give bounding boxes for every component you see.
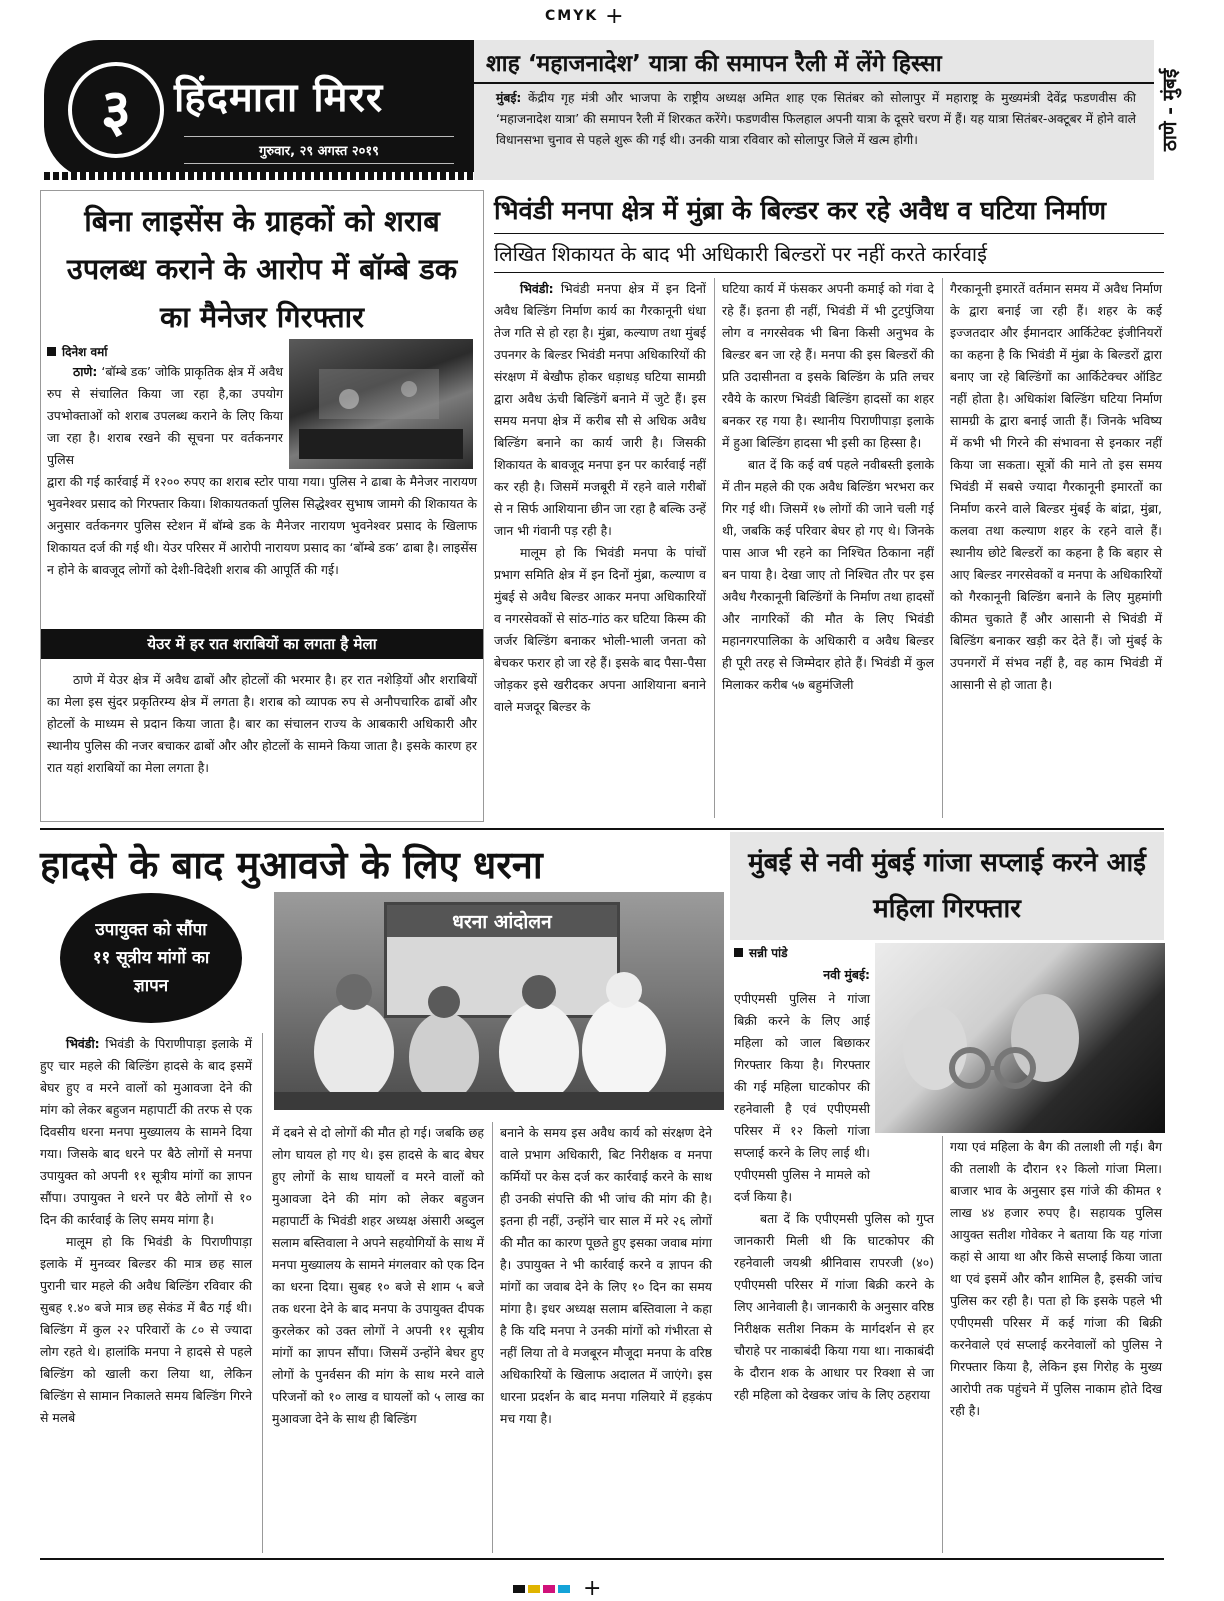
ganja-col-divider [942, 1136, 943, 1553]
story-bombay-duck-text-c: ठाणे में येउर क्षेत्र में अवैध ढाबों और होटलों की भरमार है। हर रात नशेड़ियों और शराबियों का मेला इस सुंदर प्रकृतिरम्य क्षेत्र में लगता है। शराब को व्यापक रुप से अनौपचारिक ढाबों और होटलों के माध्यम से प्रदान किया जाता है। बार का संचालन राज्य के आबकारी अधिकारी और स्थानीय पुलिस की नजर बचाकर ढाबों और और होटलों के सामने किया जाता है। इसके कारण हर रात यहां शराबियों का मेला लगता है। [47, 672, 477, 775]
story-bombay-duck-byline [47, 343, 107, 360]
date-box [184, 136, 454, 164]
story-bhiwandi-subheadline: लिखित शिकायत के बाद भी अधिकारी बिल्डरों पर नहीं करते कार्रवाई [494, 242, 987, 266]
bhiwandi-rule-top [494, 233, 1164, 234]
story-bombay-duck-headline: बिना लाइसेंस के ग्राहकों को शराब उपलब्ध कराने के आरोप में बॉम्बे डक का मैनेजर गिरफ्तार [66, 204, 458, 334]
story-dharna-headline: हादसे के बाद मुआवजे के लिए धरना [40, 843, 543, 887]
byline-square-icon [47, 347, 56, 356]
story-ganja-col1-top [734, 964, 870, 986]
story-dharna-col2 [272, 1122, 484, 1430]
cmyk-text: CMYK [545, 8, 599, 24]
story-ganja-col2-text: गया एवं महिला के बैग की तलाशी ली गई। बैग की तलाशी के दौरान १२ किलो गांजा मिला। बाजार भाव के अनुसार इस गांजे की कीमत १ लाख ४४ हजार रुपए है। सहायक पुलिस आयुक्त सतीश गोवेकर ने बताया कि यह गांजा कहां से आया था और किसे सप्लाई किया जाता था एवं इसमें और कौन शामिल है, इसकी जांच पुलिस कर रही है। पता हो कि इसके पहले भी एपीएमसी परिसर में कई गांजा की बिक्री करनेवाले एवं सप्लाई करनेवालों को पुलिस ने गिरफ्तार किया है, लेकिन इस गिरोह के मुख्य आरोपी तक पहुंचने में पुलिस नाकाम होते दिख रही है। [950, 1139, 1162, 1418]
masthead-dotted-edge [44, 172, 474, 180]
dharna-col-divider-1 [262, 1033, 263, 1553]
story-shah-dateline: मुंबई: [496, 91, 522, 105]
dhaba-night-image [289, 339, 473, 469]
story-ganja-headline: मुंबई से नवी मुंबई गांजा सप्लाई करने आई महिला गिरफ्तार [748, 848, 1146, 924]
cmyk-mark [545, 4, 626, 29]
byline-name: दिनेश वर्मा [62, 345, 108, 359]
story-ganja-byline [734, 944, 788, 961]
masthead [44, 40, 474, 180]
paper-name: हिंदमाता मिरर [174, 75, 384, 121]
story-bhiwandi-col2 [722, 278, 934, 696]
bombay-duck-photo [289, 339, 473, 469]
color-swatch-cyan [558, 1585, 570, 1593]
bhiwandi-col-divider-2 [942, 278, 943, 818]
story-bhiwandi-col3 [950, 278, 1162, 696]
story-dharna-col2-text: में दबने से दो लोगों की मौत हो गई। जबकि छह लोग घायल हो गए थे। इस हादसे के बाद बेघर हुए लोगों के साथ घायलों व मरने वालों को मुआवजा देने की मांग को लेकर बहुजन महापार्टी के भिवंडी शहर अध्यक्ष अंसारी अब्दुल सलाम बस्तिवाला ने अपने सहयोगियों के साथ में मनपा मुख्यालय के सामने मंगलवार को एक दिन का धरना दिया। सुबह १० बजे से शाम ५ बजे तक धरना देने के बाद मनपा के उपायुक्त दीपक कुरलेकर को उक्त लोगों ने अपनी ११ सूत्रीय मांगों का ज्ञापन सौंपा। जिसमें उन्होंने बेघर हुए लोगों के पुनर्वसन की मांग के साथ मरने वाले परिजनों को १० लाख व घायलों को ५ लाख का मुआवजा देने के साथ ही बिल्डिंग [272, 1125, 484, 1426]
byline-square-icon [734, 948, 743, 957]
story-bombay-duck [40, 190, 484, 822]
dharna-callout [60, 893, 242, 1023]
story-shah-text: केंद्रीय गृह मंत्री और भाजपा के राष्ट्रीय अध्यक्ष अमित शाह एक सितंबर को सोलापुर में महाराष्ट्र के मुख्यमंत्री देवेंद्र फडणवीस की ‘महाजनादेश यात्रा’ की समापन रैली में शिरकत करेंगे। फडणवीस फिलहाल अपनी यात्रा के दूसरे चरण में हैं। यह यात्रा सितंबर-अक्टूबर में होने वाले विधानसभा चुनाव से पहले शुरू की गई थी। उनकी यात्रा रविवार को सोलापुर जिले में खत्म होगी। [496, 91, 1136, 147]
story-dharna-dateline: भिवंडी: [66, 1036, 100, 1051]
story-bhiwandi-col1 [494, 278, 706, 718]
story-bombay-duck-subhead-bar [41, 629, 483, 659]
story-bhiwandi-col1-p2: मालूम हो कि भिवंडी मनपा के पांचों प्रभाग समिति क्षेत्र में इन दिनों मुंब्रा, कल्याण व मुंबई से अवैध बिल्डर आकर मनपा अधिकारियों व नगरसेवकों से सांठ-गांठ कर घटिया किस्म की जर्जर बिल्डिंग बनाकर भोली-भाली जनता को बेचकर फरार हो जा रहे हैं। इसके बाद पैसा-पैसा जोड़कर इसे खरीदकर अपना आशियाना बनाने वाले मजदूर बिल्डर के [494, 545, 706, 714]
bhiwandi-col-divider-1 [714, 278, 715, 818]
page-number-badge [68, 62, 164, 158]
issue-date: गुरुवार, २९ अगस्त २०१९ [259, 144, 379, 159]
story-bhiwandi-col2-p1: घटिया कार्य में फंसकर अपनी कमाई को गंवा दे रहे हैं। इतना ही नहीं, भिवंडी में भी टुटपुंजिया लोग व नगरसेवक भी बिना किसी अनुभव के बिल्डर बन जा रहे हैं। मनपा की इस बिल्डरों की प्रति उदासीनता व इसके बिल्डिंग के प्रति लचर रवैये के कारण भिवंडी बिल्डिंग हादसों का शहर बनकर रह गया है। स्थानीय पिराणीपाड़ा इलाके में हुआ बिल्डिंग हादसा भी इसी का हिस्सा है। [722, 281, 934, 450]
story-bhiwandi-col1-p1: भिवंडी मनपा क्षेत्र में इन दिनों अवैध बिल्डिंग निर्माण कार्य का गैरकानूनी धंधा तेज गति से हो रहा है। मुंब्रा, कल्याण तथा मुंबई उपनगर के बिल्डर भिवंडी मनपा अधिकारियों की संरक्षण में बेखौफ होकर धड़ाधड़ घटिया सामग्री द्वारा अवैध ऊंची बिल्डिंगें बनाने में जुटे हैं। इस समय मनपा क्षेत्र में करीब सौ से अधिक अवैध बिल्डिंग बनाने का कार्य जारी है। जिसकी शिकायत के बावजूद मनपा इन पर कार्रवाई नहीं कर रही है। जिसमें मजबूरी में रहने वाले गरीबों से न सिर्फ आशियाना छीन जा रहा है बल्कि उन्हें जान भी गंवानी पड़ रही है। [494, 281, 706, 538]
story-bhiwandi-col3-p1: गैरकानूनी इमारतें वर्तमान समय में अवैध निर्माण के द्वारा बनाई जा रही हैं। शहर के कई इज्जतदार और ईमानदार आर्किटेक्ट इंजीनियरों का कहना है कि भिवंडी में मुंब्रा के बिल्डरों द्वारा बनाए जा रहे बिल्डिंगों का आर्किटेक्चर ऑडिट नहीं होता है। अधिकांश बिल्डिंग घटिया निर्माण सामग्री के द्वारा बनाई जाती हैं। जिनके भविष्य में कभी भी गिरने की संभावना से इनकार नहीं किया जा सकता। सूत्रों की माने तो इस समय भिवंडी में सबसे ज्यादा गैरकानूनी इमारतों का निर्माण करने वाले बिल्डर मुंबई के बांद्रा, मुंब्रा, कलवा तथा कल्याण शहर के रहने वाले हैं। स्थानीय छोटे बिल्डरों का कहना है कि बहार से आए बिल्डर नगरसेवकों व मनपा के अधिकारियों को गैरकानूनी बिल्डिंग बनाने के लिए मुहमांगी कीमत चुकाते हैं और आसानी से भिवंडी में बिल्डिंग बनाकर खड़ी कर देते हैं। जो मुंबई के उपनगरों में संभव नहीं है, वह काम भिवंडी में आसानी से हो जाता है। [950, 281, 1162, 692]
page-section-rule [40, 828, 1164, 830]
story-bombay-duck-text-b: द्वारा की गई कार्रवाई में १२०० रुपए का शराब स्टोर पाया गया। पुलिस ने ढाबा के मैनेजर नारायण भुवनेश्वर प्रसाद को गिरफ्तार किया। शिकायतकर्ता पुलिस सिद्धेश्वर सुभाष जामगे की शिकायत के अनुसार वर्तकनगर पुलिस स्टेशन में बॉम्बे डक के मैनेजर नारायण भुवनेश्वर प्रसाद के खिलाफ शिकायत दर्ज की गई थी। येउर परिसर में आरोपी नारायण प्रसाद का ‘बॉम्बे डक’ ढाबा है। लाइसेंस न होने के बावजूद लोगों को देशी-विदेशी शराब की आपूर्ति की गई। [47, 474, 477, 577]
story-bombay-duck-text-a: ‘बॉम्बे डक’ जोकि प्राकृतिक क्षेत्र में अवैध रुप से संचालित किया जा रहा है,का उपयोग उपभोक्ताओं को शराब उपलब्ध कराने के लिए किया जा रहा है। शराब रखने की सूचना पर वर्तकनगर पुलिस [47, 364, 283, 467]
story-ganja-col1 [734, 988, 934, 1406]
story-ganja-head-panel [730, 832, 1164, 940]
bhiwandi-rule-bottom [494, 272, 1164, 273]
story-ganja-dateline: नवी मुंबई: [823, 967, 870, 982]
story-ganja-col1-p1: एपीएमसी पुलिस ने गांजा बिक्री करने के लिए आई महिला को जाल बिछाकर गिरफ्तार किया है। गिरफ्तार की गई महिला घाटकोपर की रहनेवाली है एवं एपीएमसी परिसर में १२ किलो गांजा सप्लाई करने के लिए लाई थी। एपीएमसी पुलिस ने मामले को दर्ज किया है। [734, 991, 870, 1204]
dharna-photo [274, 892, 724, 1110]
story-ganja-col2 [950, 1136, 1162, 1422]
story-bombay-duck-subhead: येउर में हर रात शराबियों का लगता है मेला [147, 635, 377, 653]
section-tag-text: ठाणे - मुंबई [1159, 68, 1182, 152]
story-dharna-col1 [40, 1033, 252, 1429]
section-tag [1154, 40, 1184, 180]
color-bar [513, 1578, 601, 1600]
color-swatch-black [513, 1585, 525, 1593]
story-dharna-col1-p1: भिवंडी के पिराणीपाड़ा इलाके में हुए चार महले की बिल्डिंग हादसे के बाद इसमें बेघर हुए व मरने वालों को मुआवजा देने की मांग को लेकर बहुजन महापार्टी की तरफ से एक दिवसीय धरना मनपा मुख्यालय के सामने दिया गया। जिसके बाद धरने पर बैठे लोगों से मनपा उपायुक्त को अपनी ११ सूत्रीय मांगों का ज्ञापन सौंपा। उपायुक्त ने धरने पर बैठे लोगों से १० दिन की कार्रवाई के लिए समय मांगा है। [40, 1036, 252, 1227]
dharna-col-divider-2 [492, 1122, 493, 1553]
page-bottom-rule [40, 1558, 1164, 1560]
story-bombay-duck-body-a [47, 361, 283, 471]
story-bombay-duck-body-c [47, 669, 477, 779]
story-bhiwandi-dateline: भिवंडी: [520, 281, 554, 296]
dharna-callout-text: उपायुक्त को सौंपा ११ सूत्रीय मांगों का ज्ञापन [92, 920, 210, 996]
ganja-byline-name: सन्नी पांडे [749, 946, 788, 960]
page-number: ३ [100, 76, 132, 144]
story-dharna-col1-p2: मालूम हो कि भिवंडी के पिराणीपाड़ा इलाके में मुनव्वर बिल्डर की मात्र छह साल पुरानी चार महले की अवैध बिल्डिंग रविवार की सुबह १.४० बजे मात्र छह सेकंड में बैठ गई थी। बिल्डिंग में कुल २२ परिवारों के ८० से ज्यादा लोग रहते थे। हालांकि मनपा ने हादसे से पहले बिल्डिंग को खाली करा लिया था, लेकिन बिल्डिंग से सामान निकालते समय बिल्डिंग गिरने से मलबे [40, 1234, 252, 1425]
dharna-banner-text: धरना आंदोलन [387, 905, 617, 937]
story-dharna-col3 [500, 1122, 712, 1430]
story-ganja-col1-p2: बता दें कि एपीएमसी पुलिस को गुप्त जानकारी मिली थी कि घाटकोपर की रहनेवाली जयश्री श्रीनिवास रापरजी (४०) एपीएमसी परिसर में गांजा बिक्री करने के लिए आनेवाली है। जानकारी के अनुसार वरिष्ठ निरीक्षक सतीश निकम के मार्गदर्शन से हर चौराहे पर नाकाबंदी किया गया था। नाकाबंदी के दौरान शक के आधार पर रिक्शा से जा रही महिला को देखकर जांच के लिए ठहराया [734, 1211, 934, 1402]
story-shah-rule [474, 82, 1154, 84]
story-dharna-col3-text: बनाने के समय इस अवैध कार्य को संरक्षण देने वाले प्रभाग अधिकारी, बिट निरीक्षक व मनपा कर्मियों पर केस दर्ज कर कार्रवाई करने के साथ ही उनकी संपत्ति की भी जांच की मांग की है। इतना ही नहीं, उन्होंने चार साल में मरे २६ लोगों की मौत का कारण पूछते हुए इसका जवाब मांगा है। उपायुक्त ने भी कार्रवाई करने व ज्ञापन की मांगों का जवाब देने के लिए १० दिन का समय मांगा है। इधर अध्यक्ष सलाम बस्तिवाला ने कहा है कि यदि मनपा ने उनकी मांगों को गंभीरता से नहीं लिया तो वे मजबूरन मौजूदा मनपा के वरिष्ठ अधिकारियों के खिलाफ अदालत में जाएंगे। इस धारना प्रदर्शन के बाद मनपा गलियारे में हड़कंप मच गया है। [500, 1125, 712, 1426]
registration-plus-top: + [605, 4, 626, 29]
story-bhiwandi-col2-p2: बात दें कि कई वर्ष पहले नवीबस्ती इलाके में तीन महले की एक अवैध बिल्डिंग भरभरा कर गिर गई थी। जिसमें १७ लोगों की जाने चली गई थी, जबकि कई परिवार बेघर हो गए थे। जिनके पास आज भी रहने का निश्चित ठिकाना नहीं बन पाया है। देखा जाए तो निश्चित तौर पर इस अवैध गैरकानूनी बिल्डिंगों के निर्माण तथा हादसों और नागरिकों की मौत के लिए भिवंडी महानगरपालिका के अधिकारी व अवैध बिल्डर ही पूरी तरह से जिम्मेदार होते हैं। भिवंडी में कुल मिलाकर करीब ५७ बहुमंजिली [722, 457, 934, 692]
story-bombay-duck-body-b [47, 471, 477, 581]
protesters-image [274, 892, 724, 1110]
story-shah-headline: शाह ‘महाजनादेश’ यात्रा की समापन रैली में लेंगे हिस्सा [486, 51, 942, 77]
registration-plus-bottom: + [583, 1576, 602, 1601]
story-bhiwandi-headline: भिवंडी मनपा क्षेत्र में मुंब्रा के बिल्डर कर रहे अवैध व घटिया निर्माण [494, 196, 1107, 226]
color-swatch-yellow [528, 1585, 540, 1593]
color-swatch-magenta [543, 1585, 555, 1593]
story-bombay-duck-dateline: ठाणे: [73, 364, 98, 379]
story-shah-body [496, 88, 1136, 151]
story-shah-panel [474, 40, 1154, 180]
